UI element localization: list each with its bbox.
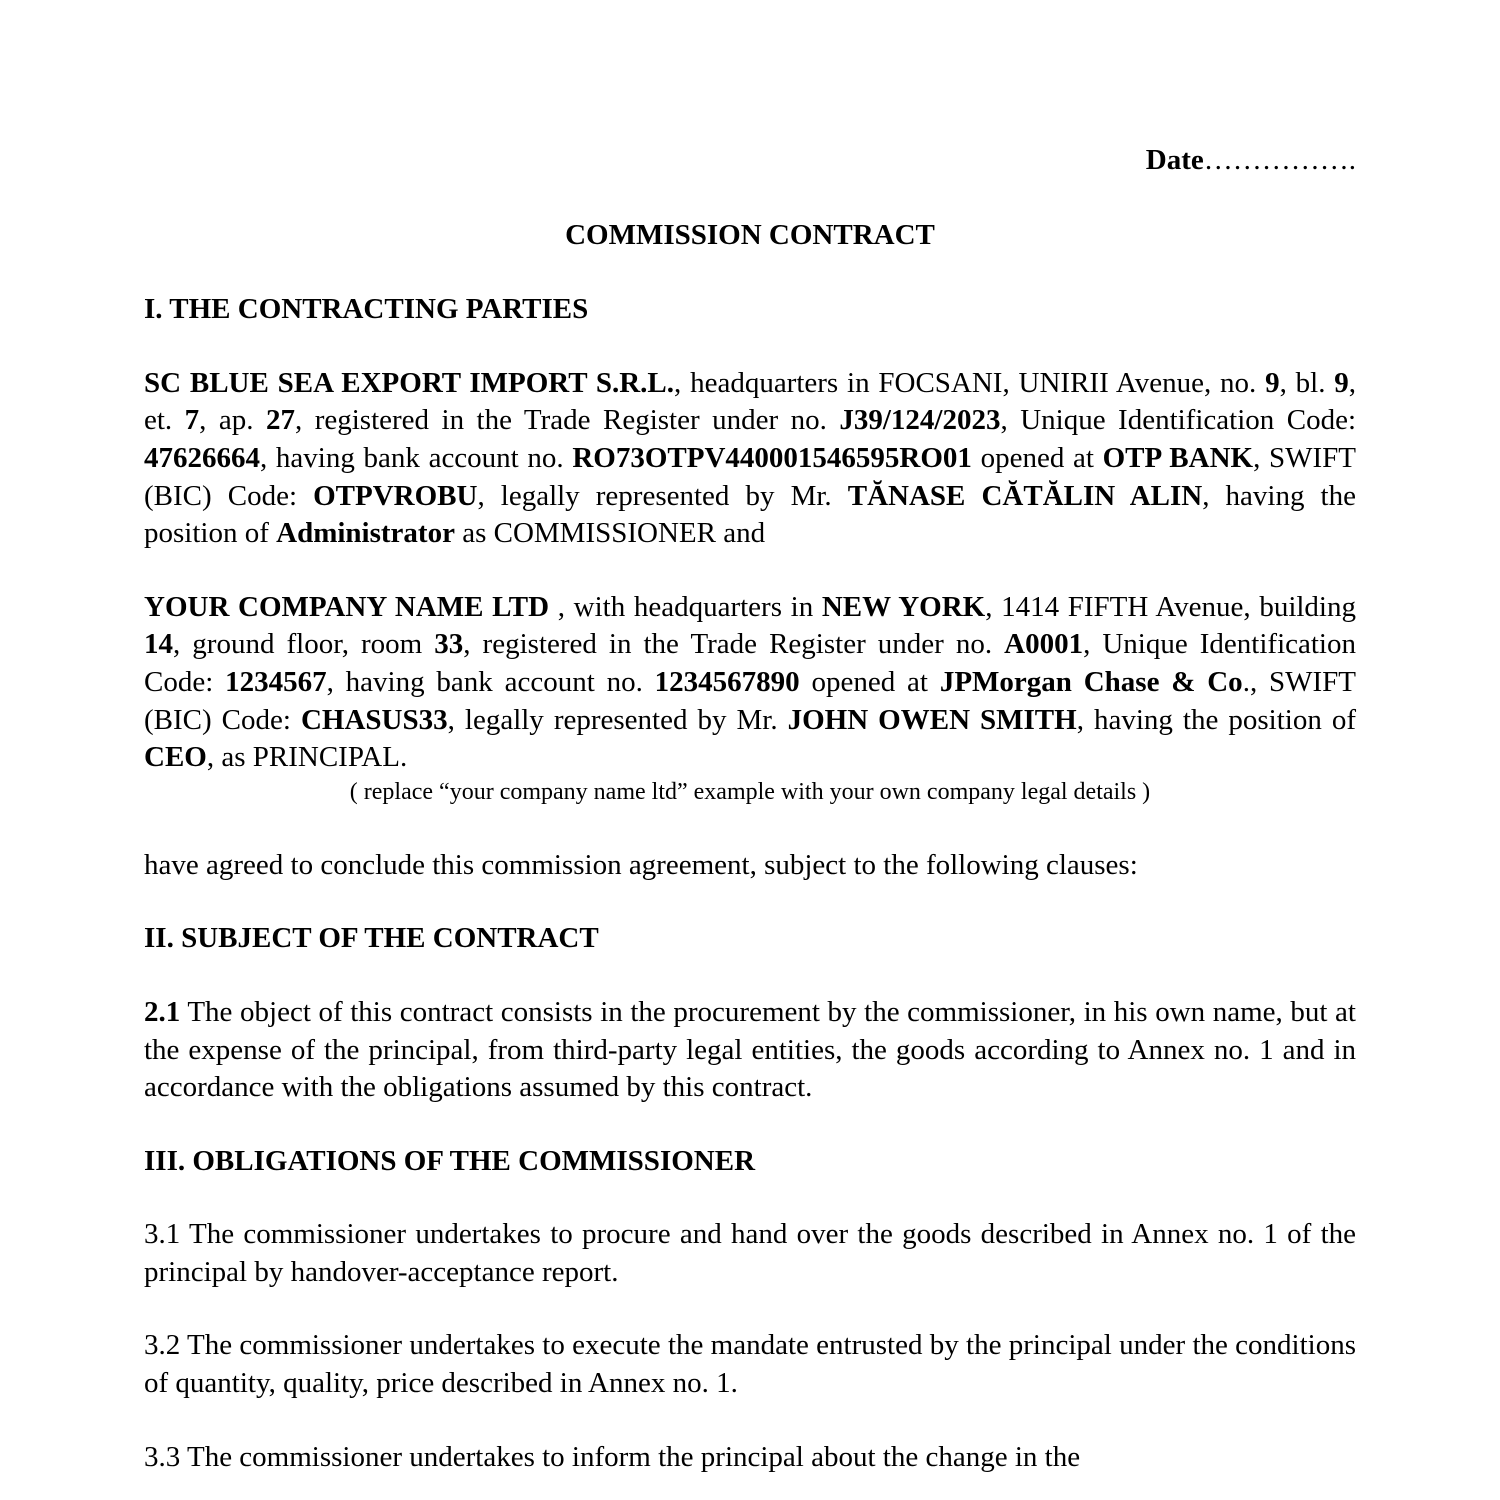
- bold-text-run: SC BLUE SEA EXPORT IMPORT S.R.L.: [144, 366, 675, 399]
- replace-company-note: ( replace “your company name ltd” example with your own company legal details ): [349, 778, 1151, 805]
- clause-3-3: 3.3 The commissioner undertakes to inform the principal about the change in the: [144, 1440, 1081, 1473]
- text-run: , 1414 FIFTH Avenue, building: [985, 590, 1356, 623]
- bold-text-run: JOHN OWEN SMITH: [787, 703, 1077, 736]
- document-body: [144, 142, 1356, 1500]
- clause-3-2: 3.2 The commissioner undertakes to execute the mandate entrusted by the principal under the conditions of quantity, quality, price described in Annex no. 1.: [144, 1329, 1356, 1400]
- text-run: , SWIFT (BIC) Code:: [144, 441, 1356, 512]
- document-title: COMMISSION CONTRACT: [565, 218, 935, 251]
- section-2-heading: II. SUBJECT OF THE CONTRACT: [144, 922, 599, 955]
- bold-text-run: OTP BANK: [1102, 441, 1254, 474]
- bold-text-run: 33: [434, 628, 464, 661]
- date-label: Date: [1145, 144, 1204, 176]
- text-run: opened at: [799, 665, 940, 698]
- text-run: , Unique Identification Code:: [1000, 404, 1356, 437]
- section-1-heading: I. THE CONTRACTING PARTIES: [144, 293, 589, 326]
- text-run: opened at: [971, 441, 1103, 474]
- bold-text-run: 27: [265, 404, 295, 437]
- text-run: , having the position of: [144, 479, 1356, 550]
- clause-2-1-text: The object of this contract consists in the procurement by the commissioner, in his own name, but at the expense of the principal, from third-party legal entities, the goods according to Annex no. 1 and in accordance with the obligations assumed by this contract.: [144, 995, 1356, 1104]
- text-run: , having bank account no.: [260, 441, 573, 474]
- text-run: , with headquarters in: [549, 590, 822, 623]
- bold-text-run: 47626664: [144, 441, 260, 474]
- date-blank: …………….: [1203, 144, 1356, 176]
- bold-text-run: 7: [184, 404, 200, 437]
- party-2-principal: [144, 589, 1356, 777]
- clause-3-1: 3.1 The commissioner undertakes to procure and hand over the goods described in Annex no. 1 of the principal by handover-acceptance report.: [144, 1218, 1356, 1288]
- party-1-commissioner: [144, 365, 1356, 553]
- bold-text-run: OTPVROBU: [313, 479, 478, 512]
- bold-text-run: 14: [144, 628, 173, 661]
- bold-text-run: CHASUS33: [300, 703, 448, 736]
- bold-text-run: 1234567: [225, 665, 327, 698]
- text-run: , having the position of: [1076, 703, 1356, 736]
- bold-text-run: Administrator: [276, 517, 455, 550]
- bold-text-run: 9: [1334, 366, 1349, 399]
- text-run: , ap.: [199, 404, 266, 437]
- bold-text-run: A0001: [1004, 628, 1084, 661]
- text-run: , bl.: [1279, 366, 1335, 399]
- section-3-heading: III. OBLIGATIONS OF THE COMMISSIONER: [144, 1144, 756, 1177]
- text-run: , as PRINCIPAL.: [206, 741, 408, 774]
- bold-text-run: RO73OTPV440001546595RO01: [572, 441, 972, 474]
- bold-text-run: YOUR COMPANY NAME LTD: [144, 590, 550, 623]
- bold-text-run: NEW YORK: [821, 590, 986, 623]
- clause-2-1-number: 2.1: [144, 995, 181, 1028]
- text-run: , legally represented by Mr.: [447, 703, 788, 736]
- text-run: , legally represented by Mr.: [477, 479, 848, 512]
- text-run: , ground floor, room: [173, 628, 435, 661]
- text-run: , registered in the Trade Register under no.: [294, 404, 840, 437]
- bold-text-run: TĂNASE CĂTĂLIN ALIN: [847, 479, 1203, 512]
- bold-text-run: 9: [1265, 366, 1280, 399]
- bold-text-run: JPMorgan Chase & Co: [939, 665, 1243, 698]
- bold-text-run: CEO: [144, 741, 207, 774]
- text-run: , headquarters in FOCSANI, UNIRII Avenue, no.: [674, 366, 1266, 399]
- agreement-statement: have agreed to conclude this commission agreement, subject to the following clauses:: [144, 848, 1138, 881]
- date-line: [144, 142, 1356, 180]
- bold-text-run: J39/124/2023: [839, 404, 1001, 437]
- text-run: , Unique Identification Code:: [144, 628, 1356, 698]
- text-run: , et.: [144, 366, 1356, 437]
- text-run: , registered in the Trade Register under no.: [463, 628, 1005, 661]
- bold-text-run: 1234567890: [654, 665, 800, 698]
- clause-2-1: [144, 994, 1356, 1107]
- text-run: , having bank account no.: [326, 665, 655, 698]
- text-run: as COMMISSIONER and: [454, 517, 766, 550]
- text-run: ., SWIFT (BIC) Code:: [144, 665, 1357, 736]
